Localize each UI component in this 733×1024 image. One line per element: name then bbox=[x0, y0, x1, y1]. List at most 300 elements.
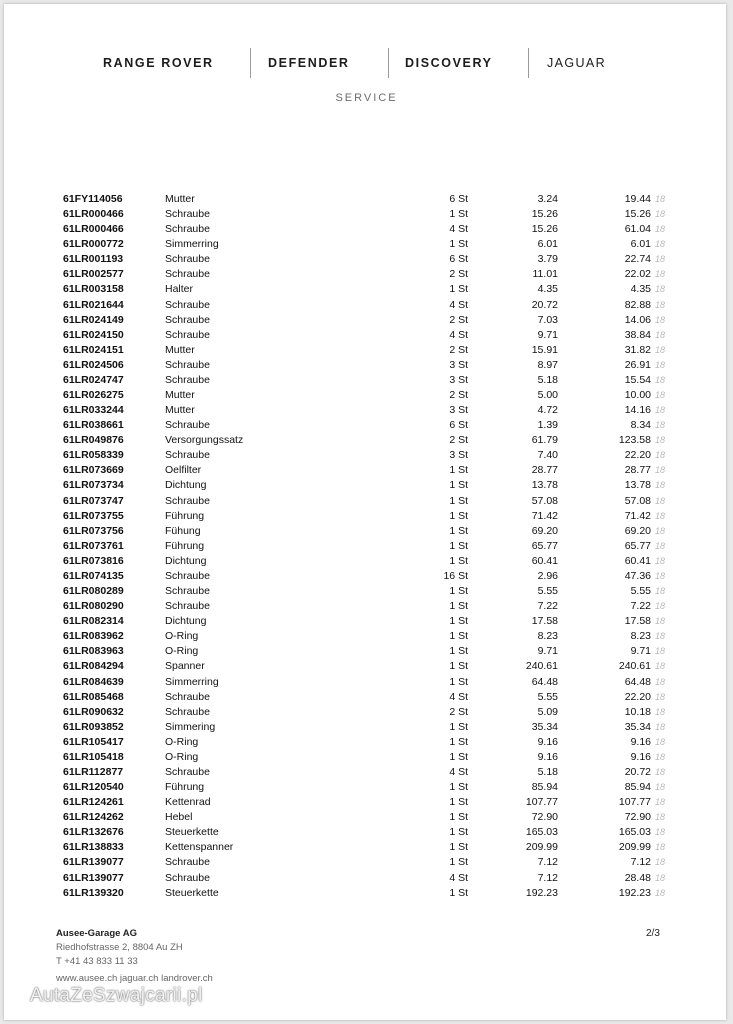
part-quantity: 1 St bbox=[449, 826, 468, 839]
vat-code: 18 bbox=[655, 827, 666, 838]
part-quantity: 1 St bbox=[449, 600, 468, 613]
line-total: 8.23 bbox=[630, 630, 651, 643]
part-description: Simmerring bbox=[165, 675, 219, 688]
vat-code: 18 bbox=[655, 661, 666, 672]
company-name: Ausee-Garage AG bbox=[56, 928, 137, 939]
table-row bbox=[0, 825, 733, 840]
part-quantity: 1 St bbox=[449, 720, 468, 733]
vat-code: 18 bbox=[655, 706, 666, 717]
vat-code: 18 bbox=[655, 555, 666, 566]
unit-price: 7.03 bbox=[537, 313, 558, 326]
vat-code: 18 bbox=[655, 736, 666, 747]
part-description: Schraube bbox=[165, 268, 210, 281]
part-quantity: 1 St bbox=[449, 841, 468, 854]
unit-price: 2.96 bbox=[537, 569, 558, 582]
unit-price: 17.58 bbox=[531, 615, 558, 628]
part-description: Spanner bbox=[165, 660, 205, 673]
part-description: Schraube bbox=[165, 569, 210, 582]
part-number: 61LR085468 bbox=[63, 690, 124, 703]
line-total: 22.74 bbox=[624, 253, 651, 266]
vat-code: 18 bbox=[655, 374, 666, 385]
unit-price: 192.23 bbox=[525, 886, 558, 899]
part-number: 61LR120540 bbox=[63, 781, 124, 794]
unit-price: 72.90 bbox=[531, 811, 558, 824]
table-row bbox=[0, 418, 733, 433]
part-quantity: 1 St bbox=[449, 208, 468, 221]
part-description: Dichtung bbox=[165, 479, 207, 492]
part-number: 61LR033244 bbox=[63, 404, 124, 417]
table-row bbox=[0, 282, 733, 297]
part-number: 61LR138833 bbox=[63, 841, 124, 854]
part-description: O-Ring bbox=[165, 735, 199, 748]
table-row bbox=[0, 252, 733, 267]
line-total: 22.20 bbox=[624, 690, 651, 703]
part-quantity: 1 St bbox=[449, 630, 468, 643]
vat-code: 18 bbox=[655, 646, 666, 657]
unit-price: 4.35 bbox=[537, 283, 558, 296]
part-description: Schraube bbox=[165, 419, 210, 432]
part-number: 61LR083962 bbox=[63, 630, 124, 643]
vat-code: 18 bbox=[655, 691, 666, 702]
part-description: Versorgungssatz bbox=[165, 434, 244, 447]
part-description: Halter bbox=[165, 283, 194, 296]
line-total: 107.77 bbox=[618, 796, 651, 809]
company-websites: www.ausee.ch jaguar.ch landrover.ch bbox=[56, 973, 213, 984]
part-number: 61LR049876 bbox=[63, 434, 124, 447]
part-quantity: 2 St bbox=[449, 389, 468, 402]
part-quantity: 1 St bbox=[449, 283, 468, 296]
line-total: 28.48 bbox=[624, 871, 651, 884]
unit-price: 5.18 bbox=[537, 373, 558, 386]
table-row bbox=[0, 313, 733, 328]
line-total: 14.16 bbox=[624, 404, 651, 417]
part-number: 61LR139077 bbox=[63, 871, 124, 884]
vat-code: 18 bbox=[655, 329, 666, 340]
table-row bbox=[0, 795, 733, 810]
vat-code: 18 bbox=[655, 812, 666, 823]
vat-code: 18 bbox=[655, 465, 666, 476]
part-quantity: 1 St bbox=[449, 856, 468, 869]
part-number: 61LR000466 bbox=[63, 208, 124, 221]
part-quantity: 1 St bbox=[449, 811, 468, 824]
line-total: 192.23 bbox=[618, 886, 651, 899]
part-quantity: 1 St bbox=[449, 615, 468, 628]
vat-code: 18 bbox=[655, 525, 666, 536]
part-description: Kettenrad bbox=[165, 796, 211, 809]
table-row bbox=[0, 373, 733, 388]
part-description: Schraube bbox=[165, 253, 210, 266]
part-quantity: 1 St bbox=[449, 645, 468, 658]
part-number: 61LR084294 bbox=[63, 660, 124, 673]
table-row bbox=[0, 524, 733, 539]
part-quantity: 6 St bbox=[449, 193, 468, 205]
line-total: 69.20 bbox=[624, 524, 651, 537]
part-quantity: 1 St bbox=[449, 554, 468, 567]
part-description: Führung bbox=[165, 509, 205, 522]
line-total: 57.08 bbox=[624, 494, 651, 507]
unit-price: 8.23 bbox=[537, 630, 558, 643]
vat-code: 18 bbox=[655, 676, 666, 687]
part-quantity: 16 St bbox=[443, 569, 468, 582]
line-total: 123.58 bbox=[618, 434, 651, 447]
unit-price: 69.20 bbox=[531, 524, 558, 537]
part-number: 61LR124261 bbox=[63, 796, 124, 809]
vat-code: 18 bbox=[655, 601, 666, 612]
part-quantity: 1 St bbox=[449, 781, 468, 794]
part-number: 61LR024747 bbox=[63, 373, 124, 386]
line-total: 26.91 bbox=[624, 358, 651, 371]
vat-code: 18 bbox=[655, 631, 666, 642]
line-total: 60.41 bbox=[624, 554, 651, 567]
table-row bbox=[0, 614, 733, 629]
company-phone: T +41 43 833 11 33 bbox=[56, 956, 138, 967]
unit-price: 11.01 bbox=[532, 268, 558, 281]
line-total: 165.03 bbox=[618, 826, 651, 839]
vat-code: 18 bbox=[655, 194, 666, 204]
table-row bbox=[0, 539, 733, 554]
unit-price: 7.12 bbox=[537, 856, 558, 869]
part-description: Oelfilter bbox=[165, 464, 202, 477]
unit-price: 6.01 bbox=[537, 238, 558, 251]
part-number: 61LR139077 bbox=[63, 856, 124, 869]
unit-price: 71.42 bbox=[531, 509, 558, 522]
vat-code: 18 bbox=[655, 390, 666, 401]
table-row bbox=[0, 720, 733, 735]
line-total: 38.84 bbox=[624, 328, 651, 341]
unit-price: 15.91 bbox=[531, 343, 558, 356]
part-number: 61LR003158 bbox=[63, 283, 124, 296]
part-quantity: 3 St bbox=[449, 373, 468, 386]
part-quantity: 1 St bbox=[449, 524, 468, 537]
part-quantity: 3 St bbox=[449, 404, 468, 417]
unit-price: 85.94 bbox=[531, 781, 558, 794]
line-total: 71.42 bbox=[624, 509, 651, 522]
table-row bbox=[0, 192, 733, 207]
part-quantity: 6 St bbox=[449, 419, 468, 432]
part-number: 61LR083963 bbox=[63, 645, 124, 658]
line-total: 15.54 bbox=[624, 373, 651, 386]
line-total: 31.82 bbox=[624, 343, 651, 356]
unit-price: 15.26 bbox=[531, 208, 558, 221]
line-total: 72.90 bbox=[624, 811, 651, 824]
part-number: 61LR058339 bbox=[63, 449, 124, 462]
line-total: 7.12 bbox=[630, 856, 651, 869]
table-row bbox=[0, 554, 733, 569]
part-number: 61LR132676 bbox=[63, 826, 124, 839]
table-row bbox=[0, 705, 733, 720]
part-quantity: 4 St bbox=[449, 765, 468, 778]
table-row bbox=[0, 569, 733, 584]
brand-divider bbox=[528, 48, 529, 78]
vat-code: 18 bbox=[655, 224, 666, 235]
part-number: 61LR090632 bbox=[63, 705, 124, 718]
vat-code: 18 bbox=[655, 314, 666, 325]
table-row bbox=[0, 584, 733, 599]
part-quantity: 1 St bbox=[449, 886, 468, 899]
table-row bbox=[0, 855, 733, 870]
part-quantity: 3 St bbox=[449, 449, 468, 462]
part-quantity: 2 St bbox=[449, 434, 468, 447]
table-row bbox=[0, 780, 733, 795]
part-description: Schraube bbox=[165, 449, 210, 462]
line-total: 85.94 bbox=[624, 781, 651, 794]
unit-price: 64.48 bbox=[531, 675, 558, 688]
part-description: Simmering bbox=[165, 720, 216, 733]
vat-code: 18 bbox=[655, 616, 666, 627]
part-number: 61LR000772 bbox=[63, 238, 124, 251]
part-number: 61LR082314 bbox=[63, 615, 124, 628]
table-row bbox=[0, 237, 733, 252]
part-description: Mutter bbox=[165, 193, 195, 205]
part-quantity: 4 St bbox=[449, 223, 468, 236]
brand-jaguar: JAGUAR bbox=[547, 56, 607, 70]
unit-price: 3.79 bbox=[537, 253, 558, 266]
unit-price: 7.12 bbox=[537, 871, 558, 884]
table-row bbox=[0, 222, 733, 237]
table-row bbox=[0, 433, 733, 448]
vat-code: 18 bbox=[655, 857, 666, 868]
part-description: Führung bbox=[165, 781, 205, 794]
part-quantity: 1 St bbox=[449, 585, 468, 598]
line-total: 240.61 bbox=[618, 660, 651, 673]
line-total: 28.77 bbox=[624, 464, 651, 477]
part-quantity: 1 St bbox=[449, 464, 468, 477]
table-row bbox=[0, 388, 733, 403]
unit-price: 5.18 bbox=[537, 765, 558, 778]
vat-code: 18 bbox=[655, 359, 666, 370]
vat-code: 18 bbox=[655, 344, 666, 355]
table-row bbox=[0, 403, 733, 418]
company-address: Riedhofstrasse 2, 8804 Au ZH bbox=[56, 942, 183, 953]
part-quantity: 1 St bbox=[449, 509, 468, 522]
part-number: 61LR112877 bbox=[63, 765, 124, 778]
table-row bbox=[0, 463, 733, 478]
part-number: 61LR026275 bbox=[63, 389, 124, 402]
brand-divider bbox=[388, 48, 389, 78]
vat-code: 18 bbox=[655, 269, 666, 280]
part-description: Schraube bbox=[165, 358, 210, 371]
table-row bbox=[0, 267, 733, 282]
line-total: 209.99 bbox=[618, 841, 651, 854]
vat-code: 18 bbox=[655, 782, 666, 793]
vat-code: 18 bbox=[655, 405, 666, 416]
part-description: Schraube bbox=[165, 313, 210, 326]
unit-price: 5.00 bbox=[537, 389, 558, 402]
unit-price: 1.39 bbox=[537, 419, 558, 432]
line-total: 17.58 bbox=[624, 615, 651, 628]
line-total: 13.78 bbox=[624, 479, 651, 492]
line-total: 65.77 bbox=[624, 539, 651, 552]
part-description: Hebel bbox=[165, 811, 193, 824]
line-total: 7.22 bbox=[630, 600, 651, 613]
part-description: Schraube bbox=[165, 494, 210, 507]
vat-code: 18 bbox=[655, 586, 666, 597]
part-description: Schraube bbox=[165, 328, 210, 341]
unit-price: 9.71 bbox=[537, 328, 558, 341]
part-number: 61LR073816 bbox=[63, 554, 124, 567]
table-row bbox=[0, 328, 733, 343]
part-quantity: 2 St bbox=[449, 268, 468, 281]
part-number: 61LR024149 bbox=[63, 313, 124, 326]
part-description: Schraube bbox=[165, 208, 210, 221]
table-row bbox=[0, 343, 733, 358]
part-description: Schraube bbox=[165, 856, 210, 869]
part-quantity: 1 St bbox=[449, 796, 468, 809]
part-description: O-Ring bbox=[165, 630, 199, 643]
page-number: 2/3 bbox=[646, 928, 660, 939]
vat-code: 18 bbox=[655, 510, 666, 521]
part-number: 61LR073747 bbox=[63, 494, 124, 507]
part-number: 61LR002577 bbox=[63, 268, 124, 281]
table-row bbox=[0, 448, 733, 463]
part-description: Mutter bbox=[165, 343, 195, 356]
vat-code: 18 bbox=[655, 299, 666, 310]
unit-price: 5.09 bbox=[537, 705, 558, 718]
part-description: Schraube bbox=[165, 373, 210, 386]
vat-code: 18 bbox=[655, 254, 666, 265]
part-description: O-Ring bbox=[165, 750, 199, 763]
line-total: 9.16 bbox=[630, 750, 651, 763]
part-quantity: 1 St bbox=[449, 539, 468, 552]
table-row bbox=[0, 644, 733, 659]
vat-code: 18 bbox=[655, 420, 666, 431]
table-row bbox=[0, 629, 733, 644]
vat-code: 18 bbox=[655, 209, 666, 220]
part-number: 61LR073734 bbox=[63, 479, 124, 492]
line-total: 9.16 bbox=[630, 735, 651, 748]
line-total: 22.02 bbox=[624, 268, 651, 281]
unit-price: 4.72 bbox=[537, 404, 558, 417]
line-total: 9.71 bbox=[630, 645, 651, 658]
vat-code: 18 bbox=[655, 239, 666, 250]
table-row bbox=[0, 690, 733, 705]
part-number: 61LR080289 bbox=[63, 585, 124, 598]
table-row bbox=[0, 750, 733, 765]
line-total: 22.20 bbox=[624, 449, 651, 462]
vat-code: 18 bbox=[655, 435, 666, 446]
part-description: Führung bbox=[165, 539, 205, 552]
unit-price: 61.79 bbox=[531, 434, 558, 447]
unit-price: 20.72 bbox=[531, 298, 558, 311]
line-total: 4.35 bbox=[630, 283, 651, 296]
vat-code: 18 bbox=[655, 450, 666, 461]
line-total: 15.26 bbox=[624, 208, 651, 221]
part-number: 61LR024150 bbox=[63, 328, 124, 341]
unit-price: 8.97 bbox=[537, 358, 558, 371]
part-number: 61LR084639 bbox=[63, 675, 124, 688]
service-subtitle: SERVICE bbox=[335, 92, 398, 104]
line-total: 35.34 bbox=[624, 720, 651, 733]
part-quantity: 6 St bbox=[449, 253, 468, 266]
part-quantity: 1 St bbox=[449, 238, 468, 251]
part-description: Mutter bbox=[165, 389, 195, 402]
line-total: 6.01 bbox=[630, 238, 651, 251]
table-row bbox=[0, 659, 733, 674]
line-total: 8.34 bbox=[630, 419, 651, 432]
unit-price: 9.16 bbox=[537, 750, 558, 763]
unit-price: 5.55 bbox=[537, 585, 558, 598]
table-row bbox=[0, 675, 733, 690]
line-total: 5.55 bbox=[630, 585, 651, 598]
unit-price: 209.99 bbox=[525, 841, 558, 854]
line-total: 64.48 bbox=[624, 675, 651, 688]
part-description: Dichtung bbox=[165, 615, 207, 628]
line-total: 19.44 bbox=[624, 193, 651, 205]
footer-address bbox=[56, 928, 213, 984]
brand-range-rover: RANGE ROVER bbox=[103, 56, 214, 70]
table-row bbox=[0, 599, 733, 614]
part-quantity: 1 St bbox=[449, 479, 468, 492]
parts-table bbox=[0, 192, 733, 901]
unit-price: 28.77 bbox=[531, 464, 558, 477]
part-number: 61LR105418 bbox=[63, 750, 124, 763]
table-row bbox=[0, 765, 733, 780]
vat-code: 18 bbox=[655, 480, 666, 491]
unit-price: 15.26 bbox=[531, 223, 558, 236]
part-description: Simmerring bbox=[165, 238, 219, 251]
line-total: 10.18 bbox=[624, 705, 651, 718]
part-description: O-Ring bbox=[165, 645, 199, 658]
vat-code: 18 bbox=[655, 872, 666, 883]
part-description: Schraube bbox=[165, 765, 210, 778]
vat-code: 18 bbox=[655, 495, 666, 506]
unit-price: 60.41 bbox=[531, 554, 558, 567]
brand-discovery: DISCOVERY bbox=[405, 56, 493, 70]
part-quantity: 4 St bbox=[449, 298, 468, 311]
watermark: AutaZeSzwajcarii.pl bbox=[30, 985, 203, 1006]
part-description: Schraube bbox=[165, 585, 210, 598]
unit-price: 9.16 bbox=[537, 735, 558, 748]
part-quantity: 1 St bbox=[449, 735, 468, 748]
table-row bbox=[0, 886, 733, 901]
part-description: Mutter bbox=[165, 404, 195, 417]
line-total: 10.00 bbox=[624, 389, 651, 402]
part-number: 61LR074135 bbox=[63, 569, 124, 582]
table-row bbox=[0, 207, 733, 222]
part-description: Schraube bbox=[165, 690, 210, 703]
part-quantity: 2 St bbox=[449, 343, 468, 356]
part-number: 61LR073756 bbox=[63, 524, 124, 537]
part-quantity: 3 St bbox=[449, 358, 468, 371]
part-description: Steuerkette bbox=[165, 826, 219, 839]
part-number: 61FY114056 bbox=[63, 193, 123, 205]
table-row bbox=[0, 871, 733, 886]
vat-code: 18 bbox=[655, 721, 666, 732]
unit-price: 5.55 bbox=[537, 690, 558, 703]
part-description: Dichtung bbox=[165, 554, 207, 567]
brand-header bbox=[0, 48, 733, 78]
part-number: 61LR139320 bbox=[63, 886, 124, 899]
part-description: Fühung bbox=[165, 524, 201, 537]
part-quantity: 1 St bbox=[449, 750, 468, 763]
vat-code: 18 bbox=[655, 887, 666, 898]
table-row bbox=[0, 509, 733, 524]
unit-price: 7.22 bbox=[537, 600, 558, 613]
part-quantity: 1 St bbox=[449, 494, 468, 507]
line-total: 20.72 bbox=[624, 765, 651, 778]
vat-code: 18 bbox=[655, 284, 666, 295]
brand-defender: DEFENDER bbox=[268, 56, 350, 70]
part-number: 61LR080290 bbox=[63, 600, 124, 613]
table-row bbox=[0, 735, 733, 750]
table-row bbox=[0, 840, 733, 855]
part-number: 61LR073761 bbox=[63, 539, 124, 552]
part-description: Schraube bbox=[165, 600, 210, 613]
part-quantity: 4 St bbox=[449, 328, 468, 341]
part-description: Steuerkette bbox=[165, 886, 219, 899]
part-number: 61LR073755 bbox=[63, 509, 124, 522]
part-number: 61LR124262 bbox=[63, 811, 124, 824]
